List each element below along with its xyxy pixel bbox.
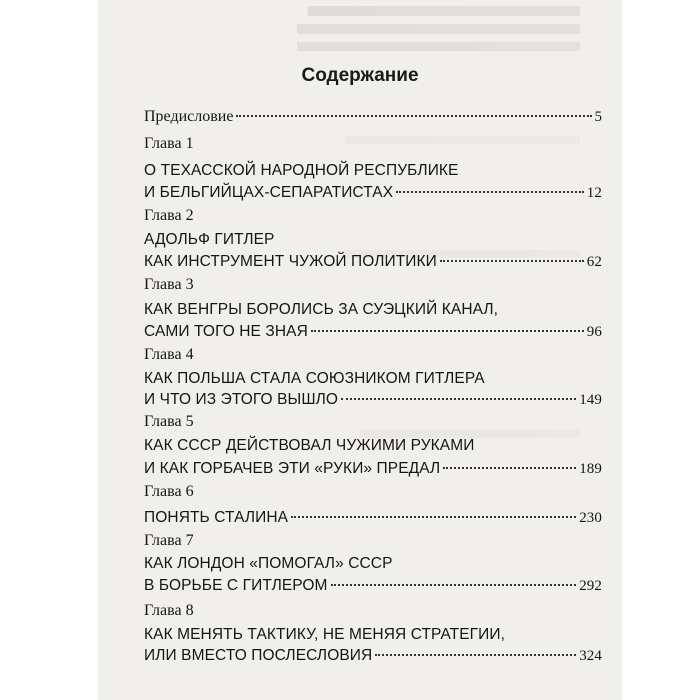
page-number: 5: [594, 109, 602, 125]
toc-entry-chapter-6: [144, 509, 602, 527]
toc-entry-chapter-7: [144, 577, 602, 595]
chapter-title-text: КАК ИНСТРУМЕНТ ЧУЖОЙ ПОЛИТИКИ: [144, 253, 437, 270]
chapter-title-line: [144, 437, 602, 455]
book-page: [98, 0, 622, 700]
toc-entry-chapter-3: [144, 323, 602, 341]
chapter-label: Глава 8: [144, 602, 194, 619]
chapter-title-text: КАК ПОЛЬША СТАЛА СОЮЗНИКОМ ГИТЛЕРА: [144, 370, 485, 387]
chapter-title-text: О ТЕХАССКОЙ НАРОДНОЙ РЕСПУБЛИКЕ: [144, 162, 459, 179]
chapter-label: Глава 6: [144, 483, 194, 500]
dot-leader: [440, 260, 584, 262]
chapter-title-text: ИЛИ ВМЕСТО ПОСЛЕСЛОВИЯ: [144, 647, 373, 664]
chapter-title-text: КАК МЕНЯТЬ ТАКТИКУ, НЕ МЕНЯЯ СТРАТЕГИИ,: [144, 626, 506, 643]
chapter-title-text: И КАК ГОРБАЧЕВ ЭТИ «РУКИ» ПРЕДАЛ: [144, 460, 441, 477]
dot-leader: [236, 115, 591, 117]
chapter-label: Глава 3: [144, 276, 194, 293]
chapter-title-line: [144, 370, 602, 388]
chapter-title-line: [144, 301, 602, 319]
chapter-label: Глава 5: [144, 413, 194, 430]
dot-leader: [311, 330, 584, 332]
chapter-label: Глава 2: [144, 207, 194, 224]
toc-title: Содержание: [301, 65, 419, 86]
chapter-title-text: АДОЛЬФ ГИТЛЕР: [144, 231, 275, 248]
page-number: 230: [579, 510, 602, 526]
chapter-title-text: КАК ЛОНДОН «ПОМОГАЛ» СССР: [144, 555, 393, 572]
chapter-title-line: [144, 555, 602, 573]
toc-entry-chapter-5: [144, 460, 602, 478]
page-number: 62: [586, 254, 602, 270]
chapter-title-text: САМИ ТОГО НЕ ЗНАЯ: [144, 323, 308, 340]
toc-entry-chapter-2: [144, 253, 602, 271]
chapter-title-line: [144, 231, 602, 249]
page-number: 324: [579, 648, 602, 664]
chapter-label: Глава 7: [144, 532, 194, 549]
chapter-title-text: В БОРЬБЕ С ГИТЛЕРОМ: [144, 577, 328, 594]
page-number: 149: [579, 392, 602, 408]
preface-label: Предисловие: [144, 108, 234, 125]
dot-leader: [291, 516, 576, 518]
page-number: 292: [579, 578, 602, 594]
chapter-title-line: [144, 626, 602, 644]
chapter-label: Глава 4: [144, 346, 194, 363]
dot-leader: [341, 398, 576, 400]
chapter-title-text: КАК СССР ДЕЙСТВОВАЛ ЧУЖИМИ РУКАМИ: [144, 437, 475, 454]
toc-entry-chapter-1: [144, 184, 602, 202]
toc-entry-preface: [144, 108, 602, 126]
chapter-title-text: КАК ВЕНГРЫ БОРОЛИСЬ ЗА СУЭЦКИЙ КАНАЛ,: [144, 301, 499, 318]
page-number: 12: [586, 185, 602, 201]
toc-entry-chapter-4: [144, 391, 602, 409]
chapter-title-line: [144, 162, 602, 180]
dot-leader: [443, 467, 576, 469]
page-number: 189: [579, 461, 602, 477]
toc-entry-chapter-8: [144, 647, 602, 665]
chapter-title-text: ПОНЯТЬ СТАЛИНА: [144, 509, 289, 526]
dot-leader: [331, 584, 577, 586]
chapter-title-text: И БЕЛЬГИЙЦАХ-СЕПАРАТИСТАХ: [144, 184, 394, 201]
dot-leader: [396, 191, 584, 193]
page-number: 96: [586, 324, 602, 340]
dot-leader: [375, 654, 576, 656]
chapter-label: Глава 1: [144, 135, 194, 152]
chapter-title-text: И ЧТО ИЗ ЭТОГО ВЫШЛО: [144, 391, 339, 408]
